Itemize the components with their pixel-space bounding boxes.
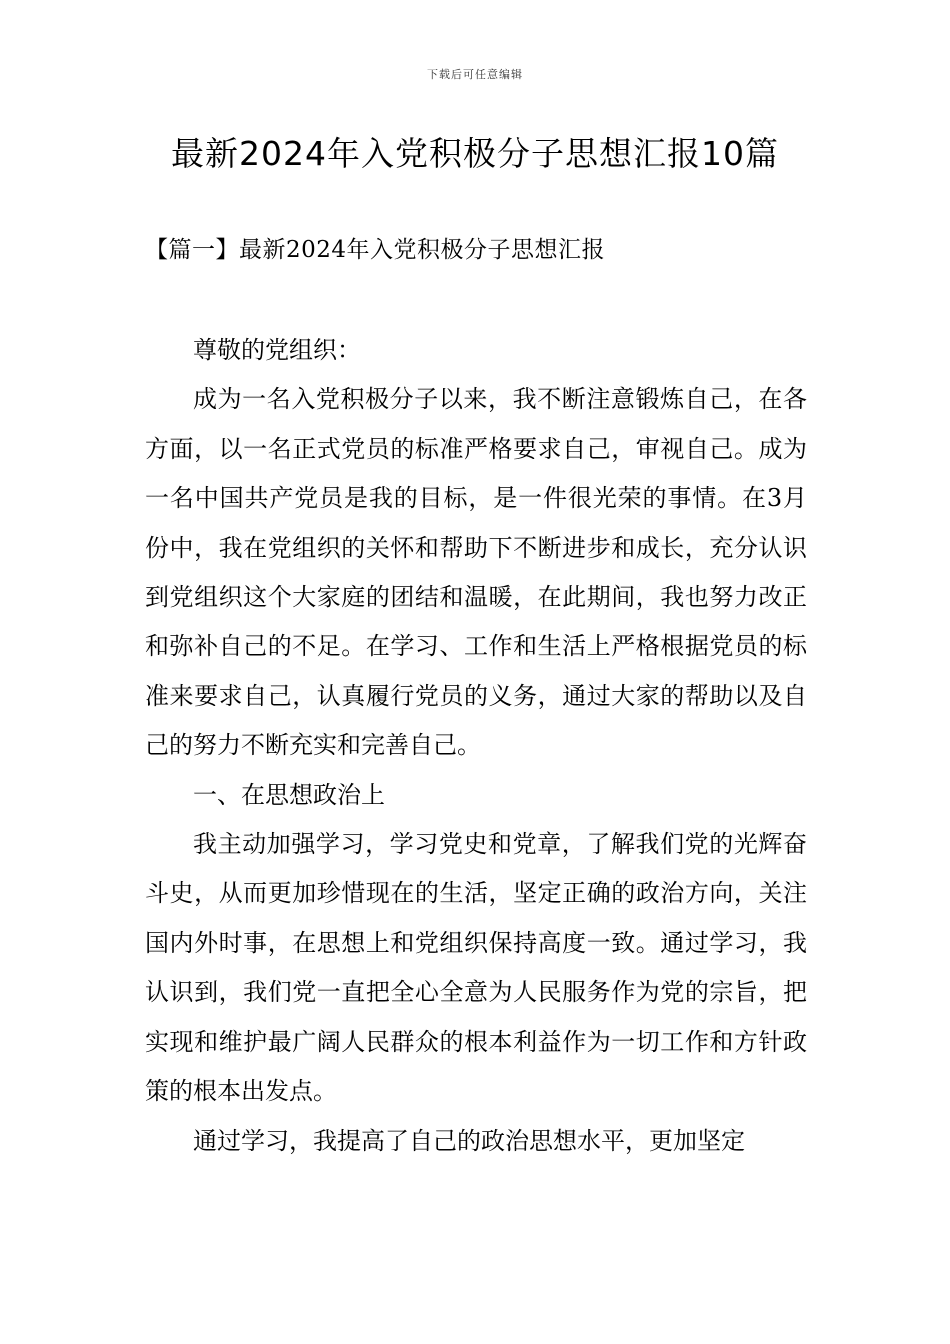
document-body [145, 326, 807, 1166]
body-paragraph: 我主动加强学习，学习党史和党章，了解我们党的光辉奋斗史，从而更加珍惜现在的生活，坚定正确的政治方向，关注国内外时事，在思想上和党组织保持高度一致。通过学习，我认识到，我们党一直把全心全意为人民服务作为党的宗旨，把实现和维护最广阔人民群众的根本利益作为一切工作和方针政策的根本出发点。 [145, 830, 807, 1106]
document-title: 最新2024年入党积极分子思想汇报10篇 [171, 134, 779, 173]
header-note: 下载后可任意编辑 [427, 68, 523, 81]
body-paragraph: 通过学习，我提高了自己的政治思想水平，更加坚定 [193, 1126, 745, 1155]
body-paragraph: 成为一名入党积极分子以来，我不断注意锻炼自己，在各方面，以一名正式党员的标准严格要求自己，审视自己。成为一名中国共产党员是我的目标，是一件很光荣的事情。在3月份中，我在党组织的关怀和帮助下不断进步和成长，充分认识到党组织这个大家庭的团结和温暖，在此期间，我也努力改正和弥补自己的不足。在学习、工作和生活上严格根据党员的标准来要求自己，认真履行党员的义务，通过大家的帮助以及自己的努力不断充实和完善自己。 [145, 385, 807, 760]
section-heading: 【篇一】最新2024年入党积极分子思想汇报 [145, 237, 606, 263]
subsection-heading: 一、在思想政治上 [193, 780, 385, 809]
salutation-paragraph: 尊敬的党组织： [193, 336, 361, 364]
